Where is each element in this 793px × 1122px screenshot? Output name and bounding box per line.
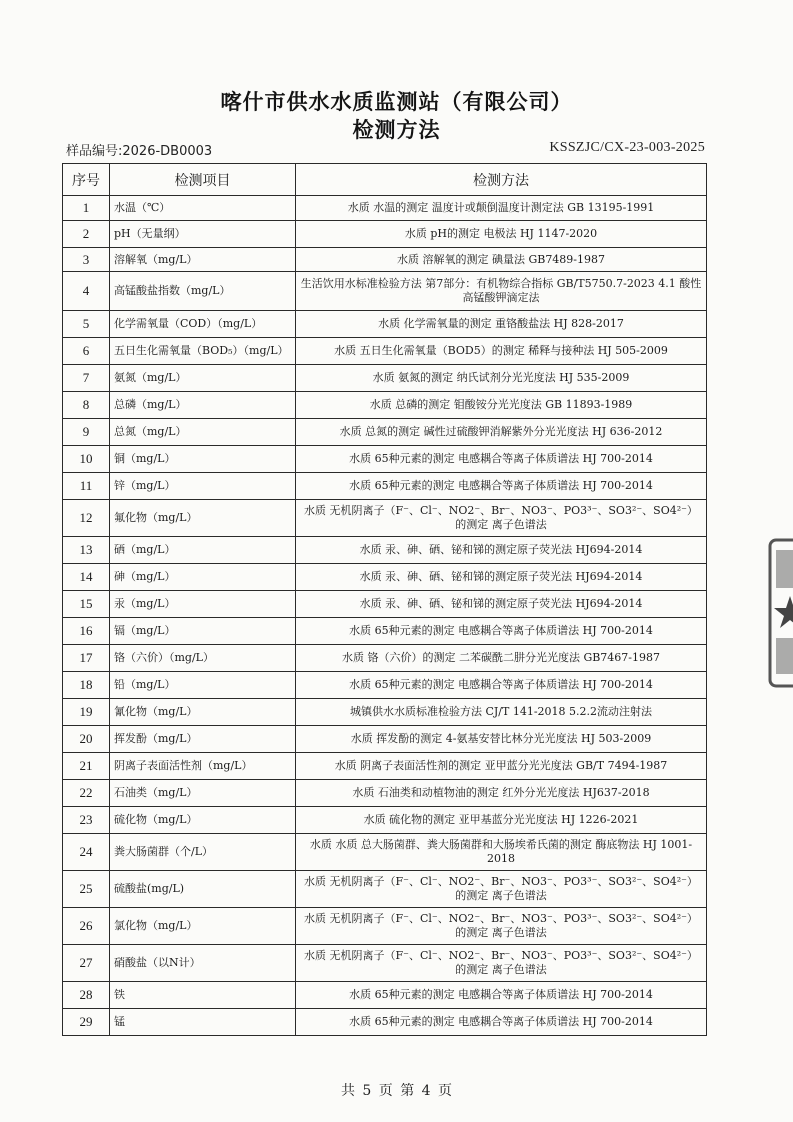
test-item-cell: 铅（mg/L）: [110, 672, 296, 699]
test-method-cell: 水质 氨氮的测定 纳氏试剂分光光度法 HJ 535-2009: [296, 365, 707, 392]
page-footer: 共 5 页 第 4 页: [340, 1083, 453, 1099]
row-number-cell: 2: [63, 221, 110, 248]
table-row: [63, 591, 707, 618]
test-item-cell: 氰化物（mg/L）: [110, 699, 296, 726]
table-row: [63, 365, 707, 392]
row-number-cell: 29: [63, 1009, 110, 1036]
test-item-cell: 铁: [110, 982, 296, 1009]
row-number-cell: 7: [63, 365, 110, 392]
test-item-cell: 砷（mg/L）: [110, 564, 296, 591]
row-number-cell: 12: [63, 500, 110, 537]
table-row: [63, 419, 707, 446]
table-row: [63, 672, 707, 699]
test-method-cell: 水质 65种元素的测定 电感耦合等离子体质谱法 HJ 700-2014: [296, 446, 707, 473]
test-item-cell: 阴离子表面活性剂（mg/L）: [110, 753, 296, 780]
test-item-cell: 石油类（mg/L）: [110, 780, 296, 807]
test-method-cell: 水质 65种元素的测定 电感耦合等离子体质谱法 HJ 700-2014: [296, 982, 707, 1009]
seal-stamp: [768, 538, 793, 688]
row-number-cell: 16: [63, 618, 110, 645]
test-method-cell: 水质 pH的测定 电极法 HJ 1147-2020: [296, 221, 707, 248]
table-row: [63, 908, 707, 945]
row-number-cell: 28: [63, 982, 110, 1009]
table-row: [63, 1009, 707, 1036]
test-method-cell: 水质 无机阴离子（F⁻、Cl⁻、NO2⁻、Br⁻、NO3⁻、PO3³⁻、SO3²⁻、SO4²⁻）的测定 离子色谱法: [296, 945, 707, 982]
table-row: [63, 446, 707, 473]
test-item-cell: 高锰酸盐指数（mg/L）: [110, 272, 296, 311]
row-number-cell: 22: [63, 780, 110, 807]
test-item-cell: 水温（℃）: [110, 196, 296, 221]
test-method-cell: 水质 汞、砷、硒、铋和锑的测定原子荧光法 HJ694-2014: [296, 564, 707, 591]
table-row: [63, 834, 707, 871]
test-item-cell: 氟化物（mg/L）: [110, 500, 296, 537]
table-row: [63, 221, 707, 248]
methods-table: [62, 163, 707, 1036]
test-item-cell: 粪大肠菌群（个/L）: [110, 834, 296, 871]
test-method-cell: 水质 石油类和动植物油的测定 红外分光光度法 HJ637-2018: [296, 780, 707, 807]
test-item-cell: 硒（mg/L）: [110, 537, 296, 564]
document-title: 喀什市供水水质监测站（有限公司）: [220, 90, 573, 114]
test-item-cell: 氨氮（mg/L）: [110, 365, 296, 392]
row-number-cell: 25: [63, 871, 110, 908]
sample-number: 样品编号:2026-DB0003: [66, 144, 213, 159]
test-method-cell: 水质 挥发酚的测定 4-氨基安替比林分光光度法 HJ 503-2009: [296, 726, 707, 753]
row-number-cell: 9: [63, 419, 110, 446]
row-number-cell: 20: [63, 726, 110, 753]
test-method-cell: 生活饮用水标准检验方法 第7部分：有机物综合指标 GB/T5750.7-2023 4.1 酸性高锰酸钾滴定法: [296, 272, 707, 311]
test-item-cell: 五日生化需氧量（BOD₅）（mg/L）: [110, 338, 296, 365]
test-method-cell: 水质 总磷的测定 钼酸铵分光光度法 GB 11893-1989: [296, 392, 707, 419]
test-item-cell: 总磷（mg/L）: [110, 392, 296, 419]
table-row: [63, 780, 707, 807]
test-item-cell: 铜（mg/L）: [110, 446, 296, 473]
test-method-cell: 水质 65种元素的测定 电感耦合等离子体质谱法 HJ 700-2014: [296, 1009, 707, 1036]
row-number-cell: 23: [63, 807, 110, 834]
test-method-cell: 水质 铬（六价）的测定 二苯碳酰二肼分光光度法 GB7467-1987: [296, 645, 707, 672]
test-method-cell: 水质 汞、砷、硒、铋和锑的测定原子荧光法 HJ694-2014: [296, 591, 707, 618]
row-number-cell: 14: [63, 564, 110, 591]
test-method-cell: 水质 65种元素的测定 电感耦合等离子体质谱法 HJ 700-2014: [296, 618, 707, 645]
row-number-cell: 10: [63, 446, 110, 473]
test-item-cell: 总氮（mg/L）: [110, 419, 296, 446]
test-method-cell: 水质 水质 总大肠菌群、粪大肠菌群和大肠埃希氏菌的测定 酶底物法 HJ 1001-2018: [296, 834, 707, 871]
test-method-cell: 水质 无机阴离子（F⁻、Cl⁻、NO2⁻、Br⁻、NO3⁻、PO3³⁻、SO3²⁻、SO4²⁻）的测定 离子色谱法: [296, 500, 707, 537]
table-row: [63, 753, 707, 780]
table-row: [63, 338, 707, 365]
table-row: [63, 272, 707, 311]
table-row: [63, 473, 707, 500]
row-number-cell: 24: [63, 834, 110, 871]
document-number: KSSZJC/CX-23-003-2025: [549, 140, 705, 155]
column-header-item: 检测项目: [110, 164, 296, 196]
test-method-cell: 水质 硫化物的测定 亚甲基蓝分光光度法 HJ 1226-2021: [296, 807, 707, 834]
test-method-cell: 城镇供水水质标准检验方法 CJ/T 141-2018 5.2.2流动注射法: [296, 699, 707, 726]
test-item-cell: 硫酸盐(mg/L): [110, 871, 296, 908]
test-method-cell: 水质 阴离子表面活性剂的测定 亚甲蓝分光光度法 GB/T 7494-1987: [296, 753, 707, 780]
test-item-cell: 锰: [110, 1009, 296, 1036]
document-subtitle: 检测方法: [352, 118, 441, 142]
test-item-cell: 化学需氧量（COD）（mg/L）: [110, 311, 296, 338]
table-row: [63, 699, 707, 726]
test-item-cell: 溶解氧（mg/L）: [110, 248, 296, 272]
row-number-cell: 11: [63, 473, 110, 500]
row-number-cell: 26: [63, 908, 110, 945]
column-header-number: 序号: [63, 164, 110, 196]
test-method-cell: 水质 五日生化需氧量（BOD5）的测定 稀释与接种法 HJ 505-2009: [296, 338, 707, 365]
column-header-method: 检测方法: [296, 164, 707, 196]
table-row: [63, 982, 707, 1009]
row-number-cell: 3: [63, 248, 110, 272]
table-row: [63, 500, 707, 537]
row-number-cell: 13: [63, 537, 110, 564]
table-row: [63, 807, 707, 834]
test-item-cell: 硫化物（mg/L）: [110, 807, 296, 834]
table-header-row: [63, 164, 707, 196]
row-number-cell: 1: [63, 196, 110, 221]
table-row: [63, 645, 707, 672]
test-item-cell: 铬（六价）（mg/L）: [110, 645, 296, 672]
row-number-cell: 27: [63, 945, 110, 982]
table-row: [63, 248, 707, 272]
table-row: [63, 564, 707, 591]
test-method-cell: 水质 汞、砷、硒、铋和锑的测定原子荧光法 HJ694-2014: [296, 537, 707, 564]
test-item-cell: 硝酸盐（以N计）: [110, 945, 296, 982]
row-number-cell: 18: [63, 672, 110, 699]
test-item-cell: 镉（mg/L）: [110, 618, 296, 645]
table-row: [63, 726, 707, 753]
test-item-cell: 氯化物（mg/L）: [110, 908, 296, 945]
test-item-cell: 汞（mg/L）: [110, 591, 296, 618]
table-row: [63, 537, 707, 564]
test-method-cell: 水质 65种元素的测定 电感耦合等离子体质谱法 HJ 700-2014: [296, 473, 707, 500]
table-row: [63, 392, 707, 419]
row-number-cell: 6: [63, 338, 110, 365]
row-number-cell: 4: [63, 272, 110, 311]
row-number-cell: 17: [63, 645, 110, 672]
test-method-cell: 水质 无机阴离子（F⁻、Cl⁻、NO2⁻、Br⁻、NO3⁻、PO3³⁻、SO3²⁻、SO4²⁻）的测定 离子色谱法: [296, 871, 707, 908]
test-method-cell: 水质 总氮的测定 碱性过硫酸钾消解紫外分光光度法 HJ 636-2012: [296, 419, 707, 446]
table-row: [63, 196, 707, 221]
test-method-cell: 水质 无机阴离子（F⁻、Cl⁻、NO2⁻、Br⁻、NO3⁻、PO3³⁻、SO3²⁻、SO4²⁻）的测定 离子色谱法: [296, 908, 707, 945]
table-row: [63, 618, 707, 645]
test-method-cell: 水质 65种元素的测定 电感耦合等离子体质谱法 HJ 700-2014: [296, 672, 707, 699]
test-method-cell: 水质 溶解氧的测定 碘量法 GB7489-1987: [296, 248, 707, 272]
row-number-cell: 5: [63, 311, 110, 338]
table-row: [63, 871, 707, 908]
test-item-cell: 锌（mg/L）: [110, 473, 296, 500]
row-number-cell: 19: [63, 699, 110, 726]
test-method-cell: 水质 化学需氧量的测定 重铬酸盐法 HJ 828-2017: [296, 311, 707, 338]
row-number-cell: 15: [63, 591, 110, 618]
test-item-cell: pH（无量纲）: [110, 221, 296, 248]
test-item-cell: 挥发酚（mg/L）: [110, 726, 296, 753]
row-number-cell: 8: [63, 392, 110, 419]
test-method-cell: 水质 水温的测定 温度计或颠倒温度计测定法 GB 13195-1991: [296, 196, 707, 221]
table-row: [63, 311, 707, 338]
row-number-cell: 21: [63, 753, 110, 780]
table-row: [63, 945, 707, 982]
